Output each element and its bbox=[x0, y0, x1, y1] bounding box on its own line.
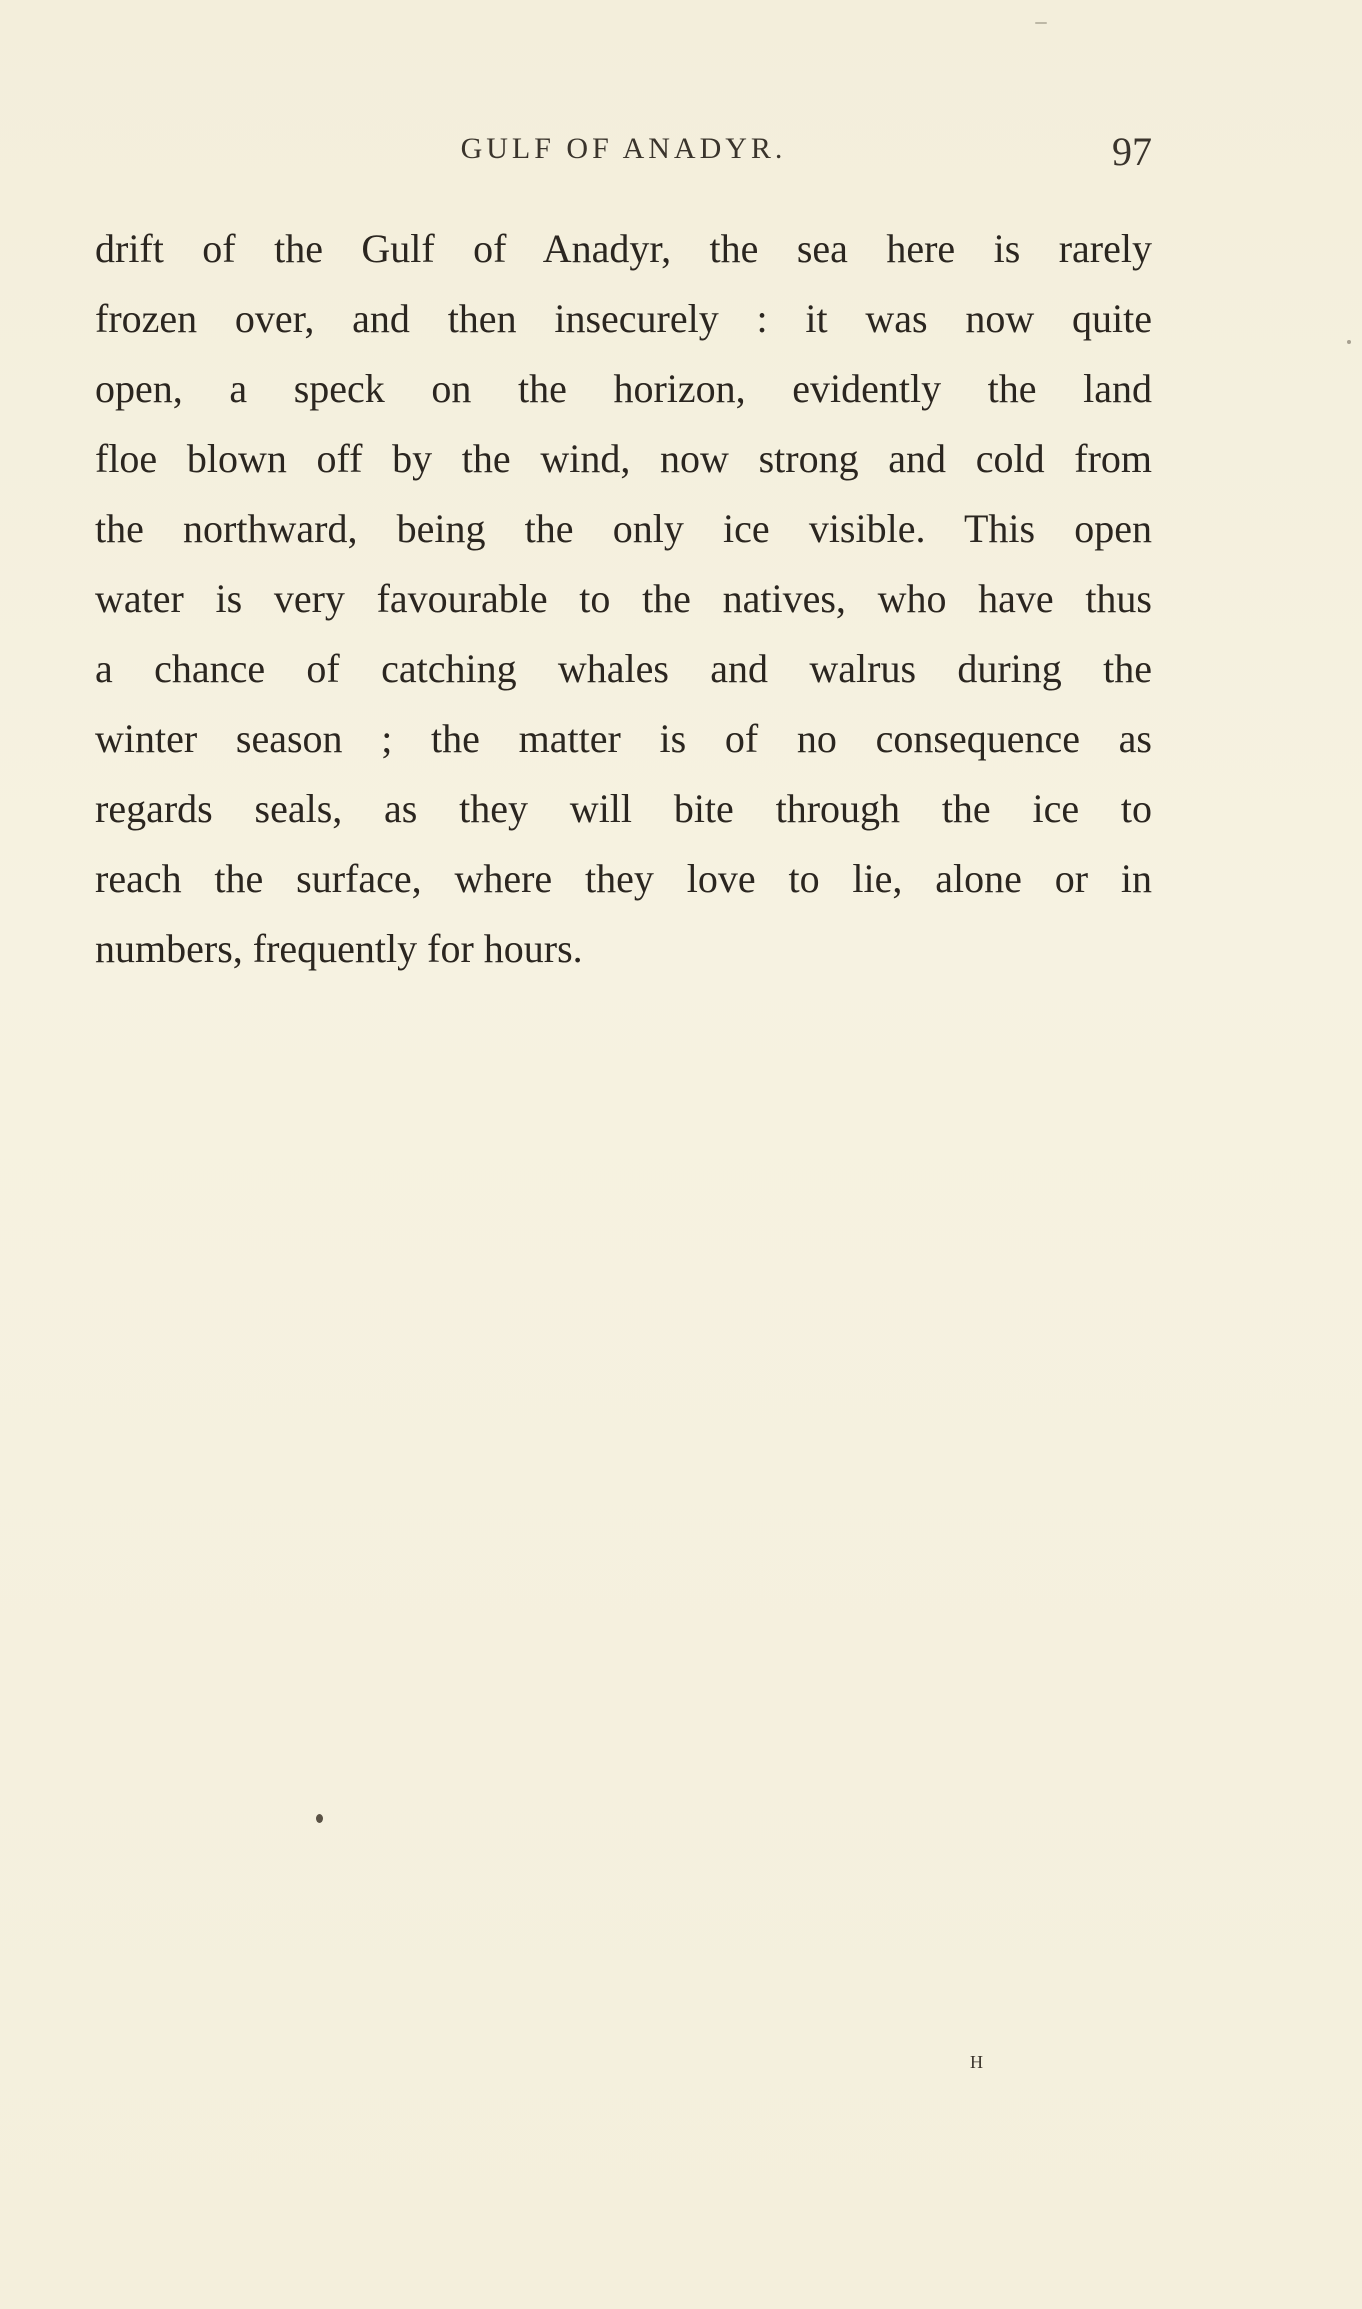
page-number: 97 bbox=[1112, 129, 1152, 174]
running-title: GULF OF ANADYR. bbox=[460, 132, 787, 165]
text-line: winter season ; the matter is of no consequence as bbox=[95, 716, 1152, 761]
running-head bbox=[95, 128, 1152, 178]
text-line: reach the surface, where they love to lie, alone or in bbox=[95, 856, 1152, 901]
text-line: drift of the Gulf of Anadyr, the sea here is rarely bbox=[95, 226, 1152, 271]
text-line: the northward, being the only ice visible. This open bbox=[95, 506, 1152, 551]
text-line: regards seals, as they will bite through the ice to bbox=[95, 786, 1152, 831]
text-line: frozen over, and then insecurely : it was now quite bbox=[95, 296, 1152, 341]
text-line-last: numbers, frequently for hours. bbox=[95, 926, 583, 971]
text-line: water is very favourable to the natives, who have thus bbox=[95, 576, 1152, 621]
text-line: floe blown off by the wind, now strong and cold from bbox=[95, 436, 1152, 481]
signature-mark: H bbox=[970, 2052, 984, 2072]
ink-speck bbox=[1035, 22, 1047, 24]
ink-speck bbox=[316, 1814, 323, 1823]
ink-speck bbox=[1347, 340, 1351, 344]
text-line: a chance of catching whales and walrus during the bbox=[95, 646, 1152, 691]
text-line: open, a speck on the horizon, evidently the land bbox=[95, 366, 1152, 411]
body-paragraph bbox=[95, 214, 1152, 984]
